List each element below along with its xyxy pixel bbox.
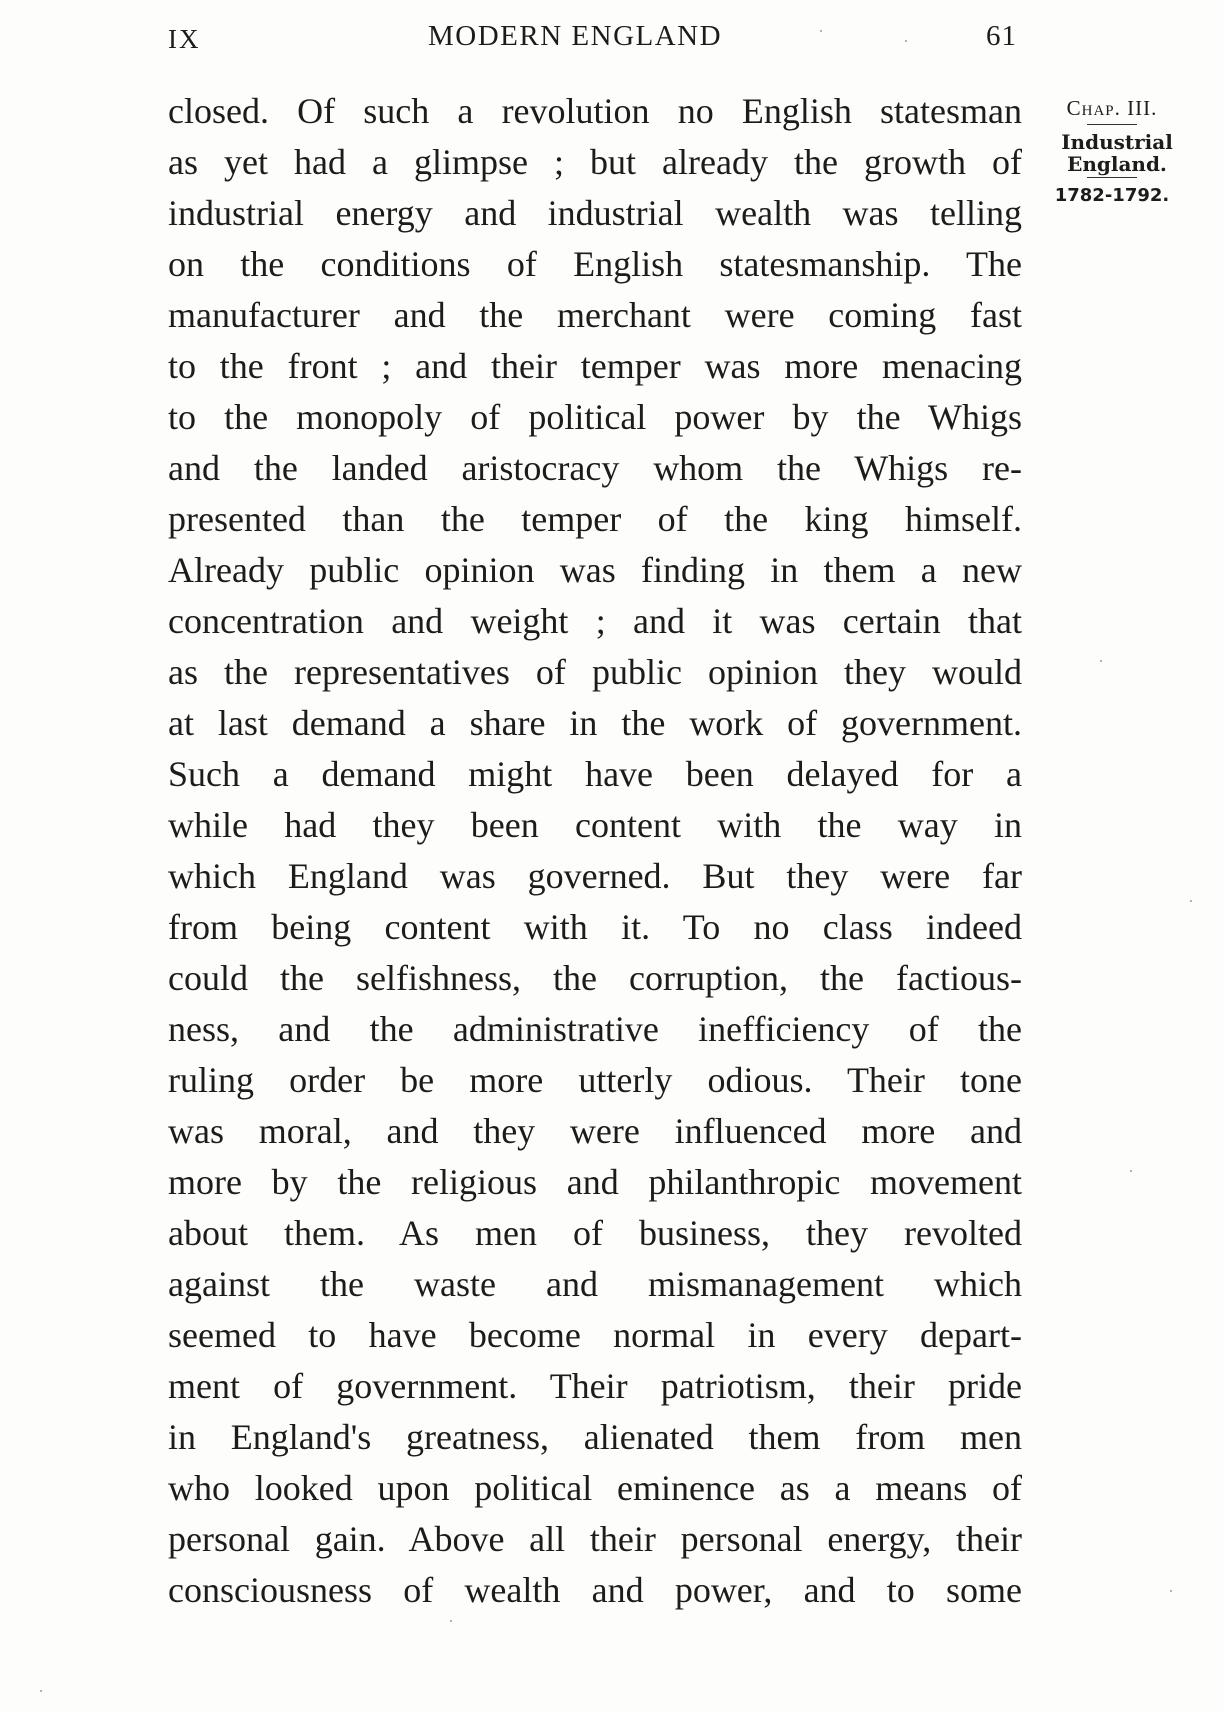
text-line: against the waste and mismanagement which	[168, 1264, 1022, 1304]
scan-speck	[820, 30, 822, 32]
text-line: ness, and the administrative inefficiency of the	[168, 1009, 1022, 1049]
margin-rule	[1087, 177, 1137, 178]
page-number: 61	[986, 20, 1017, 52]
margin-rule	[1087, 124, 1137, 125]
text-line: Such a demand might have been delayed for a	[168, 754, 1022, 794]
text-line: concentration and weight ; and it was certain that	[168, 601, 1022, 641]
text-line: was moral, and they were influenced more and	[168, 1111, 1022, 1151]
body-text	[168, 86, 1022, 1616]
text-line: industrial energy and industrial wealth was telling	[168, 193, 1022, 233]
text-line: who looked upon political eminence as a means of	[168, 1468, 1022, 1508]
chapter-numeral: IX	[168, 24, 201, 54]
text-line: in England's greatness, alienated them from men	[168, 1417, 1022, 1457]
running-header	[168, 20, 1018, 60]
text-line: while had they been content with the way in	[168, 805, 1022, 845]
text-line: to the monopoly of political power by the Whigs	[168, 397, 1022, 437]
text-line: to the front ; and their temper was more menacing	[168, 346, 1022, 386]
text-line: could the selfishness, the corruption, the factious-	[168, 958, 1022, 998]
running-title: MODERN ENGLAND	[428, 20, 723, 52]
text-line: ruling order be more utterly odious. Their tone	[168, 1060, 1022, 1100]
text-line: presented than the temper of the king himself.	[168, 499, 1022, 539]
scan-speck	[1190, 900, 1192, 902]
text-line: personal gain. Above all their personal energy, their	[168, 1519, 1022, 1559]
margin-dates: 1782-1792.	[1054, 185, 1170, 206]
margin-topic-line-1: Industrial	[1061, 130, 1173, 154]
margin-notes	[1042, 94, 1182, 208]
margin-topic-line-2: England.	[1067, 152, 1167, 176]
text-line: consciousness of wealth and power, and to some	[168, 1570, 1022, 1610]
text-line: from being content with it. To no class indeed	[168, 907, 1022, 947]
text-line: about them. As men of business, they revolted	[168, 1213, 1022, 1253]
scan-speck	[40, 1690, 42, 1692]
text-line: ment of government. Their patriotism, their pride	[168, 1366, 1022, 1406]
text-line: as yet had a glimpse ; but already the growth of	[168, 142, 1022, 182]
text-line: seemed to have become normal in every depart-	[168, 1315, 1022, 1355]
scan-speck	[1100, 660, 1102, 662]
text-line: closed. Of such a revolution no English statesman	[168, 91, 1022, 131]
text-line: as the representatives of public opinion they would	[168, 652, 1022, 692]
text-line: and the landed aristocracy whom the Whigs re-	[168, 448, 1022, 488]
text-line: Already public opinion was finding in them a new	[168, 550, 1022, 590]
text-line: more by the religious and philanthropic movement	[168, 1162, 1022, 1202]
scan-speck	[1170, 1590, 1172, 1592]
scan-speck	[1130, 1170, 1132, 1172]
text-line: at last demand a share in the work of government.	[168, 703, 1022, 743]
margin-chapter-label: Chap. III.	[1066, 96, 1158, 120]
text-line: which England was governed. But they were far	[168, 856, 1022, 896]
scan-speck	[905, 40, 907, 42]
scan-speck	[450, 1620, 452, 1622]
text-line: on the conditions of English statesmanship. The	[168, 244, 1022, 284]
text-line: manufacturer and the merchant were coming fast	[168, 295, 1022, 335]
